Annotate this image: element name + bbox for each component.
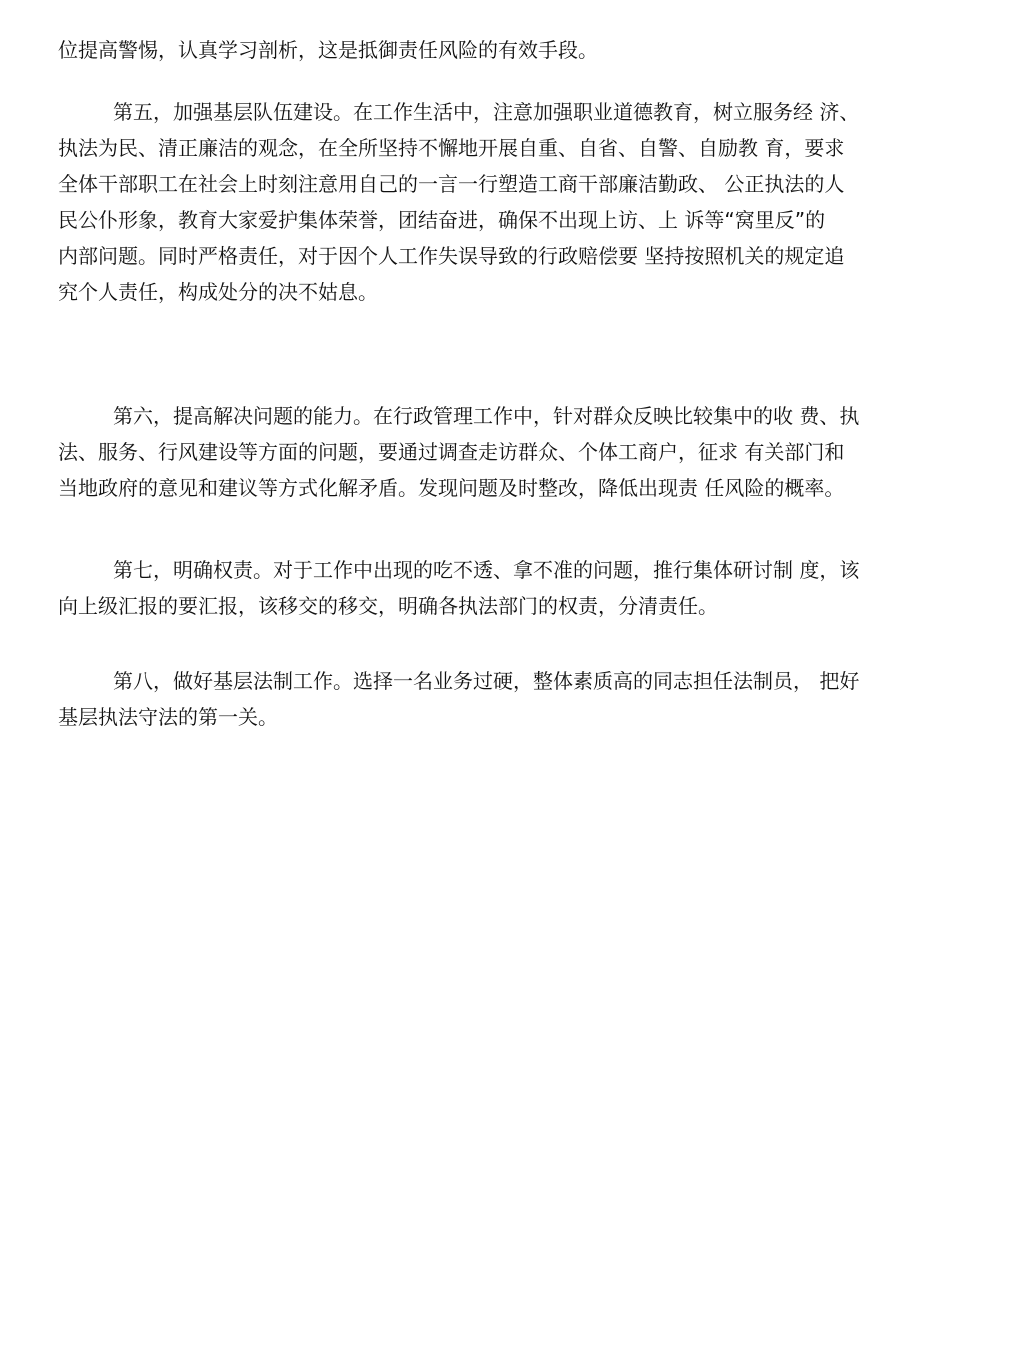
text-line: 第五，加强基层队伍建设。在工作生活中，注意加强职业道德教育，树立服务经 济、 — [113, 100, 860, 124]
text-line: 法、服务、行风建设等方面的问题，要通过调查走访群众、个体工商户，征求 有关部门和 — [58, 440, 845, 464]
text-line: 内部问题。同时严格责任，对于因个人工作失误导致的行政赔偿要 坚持按照机关的规定追 — [58, 244, 845, 268]
text-line: 全体干部职工在社会上时刻注意用自己的一言一行塑造工商干部廉洁勤政、 公正执法的人 — [58, 172, 845, 196]
text-line: 基层执法守法的第一关。 — [58, 705, 278, 729]
paragraph-eighth — [58, 663, 958, 735]
paragraph-seventh — [58, 552, 958, 624]
paragraph-fifth — [58, 94, 958, 310]
text-line: 究个人责任，构成处分的决不姑息。 — [58, 280, 378, 304]
paragraph-sixth — [58, 398, 958, 506]
text-line: 向上级汇报的要汇报，该移交的移交，明确各执法部门的权责，分清责任。 — [58, 594, 718, 618]
text-line: 当地政府的意见和建议等方式化解矛盾。发现问题及时整改，降低出现责 任风险的概率。 — [58, 476, 845, 500]
text-line: 第七，明确权责。对于工作中出现的吃不透、拿不准的问题，推行集体研讨制 度，该 — [113, 558, 860, 582]
text-line: 位提高警惕，认真学习剖析，这是抵御责任风险的有效手段。 — [58, 38, 598, 62]
text-line: 第六，提高解决问题的能力。在行政管理工作中，针对群众反映比较集中的收 费、执 — [113, 404, 860, 428]
text-line: 第八，做好基层法制工作。选择一名业务过硬，整体素质高的同志担任法制员， 把好 — [113, 669, 860, 693]
text-line: 执法为民、清正廉洁的观念，在全所坚持不懈地开展自重、自省、自警、自励教 育，要求 — [58, 136, 845, 160]
paragraph-continuation — [58, 32, 958, 68]
text-line: 民公仆形象，教育大家爱护集体荣誉，团结奋进，确保不出现上访、上 诉等“窝里反”的 — [58, 208, 826, 232]
